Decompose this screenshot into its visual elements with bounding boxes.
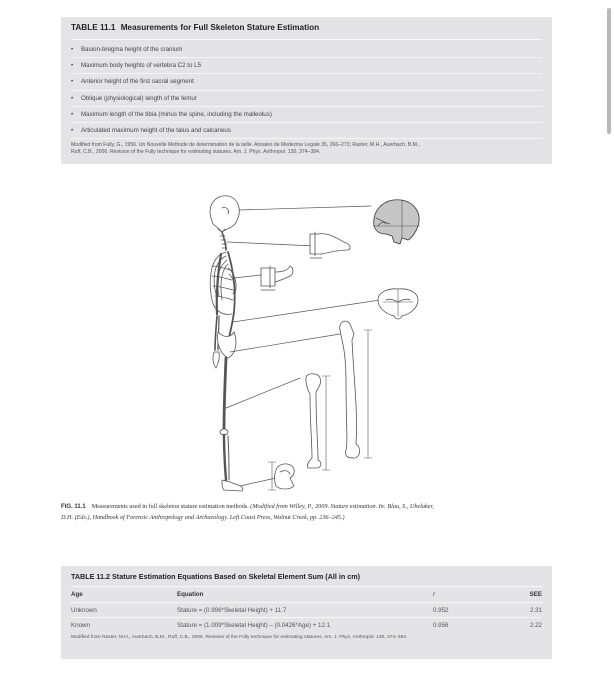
table-row: Unknown Stature = (0.996*Skeletal Height) + 11.7 0.952 2.31 [71, 603, 542, 618]
table-header-row: Age Equation r SEE [71, 587, 542, 603]
list-item: • Maximum length of the tibia (minus the spine, including the malleolus) [71, 107, 542, 123]
table-11-1-title [71, 23, 542, 40]
skeleton-figure [118, 182, 448, 498]
equations-table [71, 586, 542, 632]
list-item: • Anterior height of the first sacral segment [71, 74, 542, 90]
list-item: • Articulated maximum height of the talus and calcaneus [71, 123, 542, 139]
table-11-2 [61, 566, 552, 659]
vertebra-illustration [261, 266, 293, 290]
figure-label: FIG. 11.1 [61, 504, 86, 510]
sacrum-illustration [378, 289, 418, 319]
talus-calcaneus-illustration [268, 462, 294, 490]
list-item: • Oblique (physiological) length of the femur [71, 91, 542, 107]
skeleton-illustration [210, 196, 243, 491]
c2-vertebra-illustration [310, 232, 350, 258]
table-source-note: Modified from Fully, G., 1956. Un Nouvelle Methode de determination de la taille. Annales de Medecine Legale 35, 266–273; Raxter, M.H., Auerbach, B.M., Ruff, C.B., 2006. Revision of the Fully technique for estimating statures. Am. J. Phys. Anthropol. 130, 374–384. [71, 142, 420, 156]
list-item: • Maximum body heights of vertebra C2 to L5 [71, 58, 542, 74]
leader-lines [226, 206, 380, 486]
list-item: • Basion-bregma height of the cranium [71, 42, 542, 58]
table-row: Known Stature = (1.009*Skeletal Height) – (0.0426*Age) + 12.1 0.956 2.22 [71, 618, 542, 633]
figure-caption: FIG. 11.1 Measurements used in full skeleton stature estimation methods. (Modified from Willey, P., 2009. Stature estimation. In: Blau, S., Ubelaker, D.H. (Eds.), Handbook of Forensic Anthropology and Archaeology. Left Coast Press, Walnut Creek, pp. 236–245.) [61, 503, 434, 521]
table-source-note: Modified from Raxter, M.H., Auerbach, B.M., Ruff, C.B., 2006. Revision of the Fully technique for estimating statures. Am. J. Phys. Anthropol. 130, 374–384. [71, 635, 408, 640]
tibia-illustration [306, 374, 330, 470]
table-number: TABLE 11.1 [71, 23, 116, 32]
table-11-2-title: TABLE 11.2 Stature Estimation Equations Based on Skeletal Element Sum (All in cm) [71, 572, 361, 581]
scrollbar[interactable] [607, 8, 611, 134]
cranium-illustration [373, 200, 420, 244]
table-11-1 [61, 17, 552, 164]
femur-illustration [340, 321, 372, 458]
table-title: Measurements for Full Skeleton Stature Estimation [120, 23, 320, 32]
